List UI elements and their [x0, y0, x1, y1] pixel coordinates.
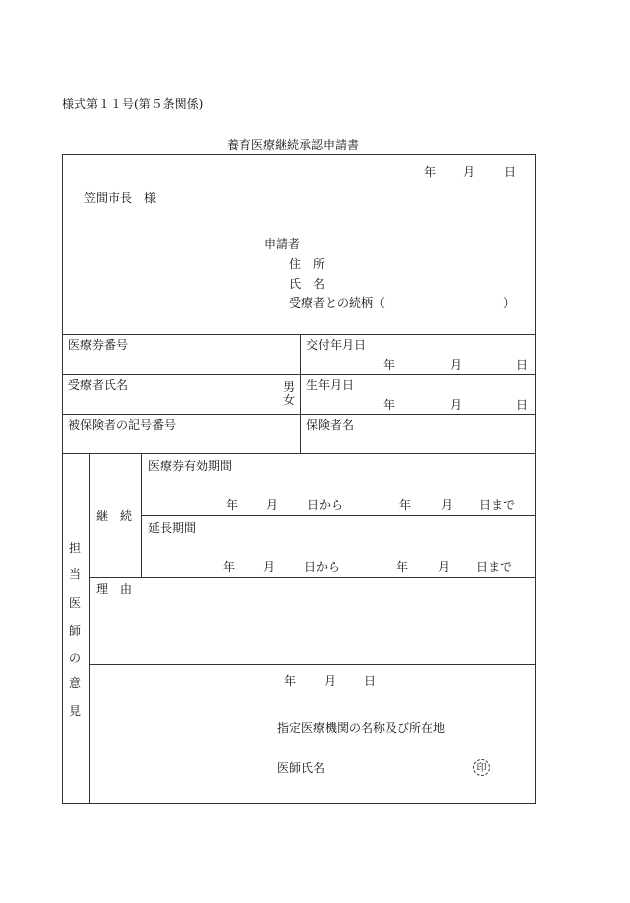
header-date-year: 年	[424, 165, 437, 179]
ext-from-month: 月	[263, 560, 276, 574]
patient-info-divider	[300, 334, 301, 454]
opinion-date-year: 年	[284, 674, 297, 688]
reason-bottom-divider	[89, 664, 536, 665]
sex-female: 女	[282, 393, 295, 407]
side-char-4: 師	[68, 624, 81, 638]
reason-top-divider	[89, 577, 536, 578]
form-number: 様式第１１号(第５条関係)	[62, 97, 204, 111]
ext-until-month: 月	[438, 560, 451, 574]
reason-label: 理 由	[96, 582, 133, 596]
insurer-name-label: 保険者名	[306, 418, 355, 432]
row-divider-1	[62, 374, 536, 375]
ext-until-year: 年	[396, 560, 409, 574]
doctor-opinion-section	[62, 453, 536, 804]
ticket-number-label: 医療券番号	[68, 338, 129, 352]
valid-from-month: 月	[266, 498, 279, 512]
patient-name-label: 受療者氏名	[68, 378, 129, 392]
period-divider	[141, 515, 536, 516]
name-label: 氏 名	[289, 277, 326, 291]
side-char-3: 医	[68, 596, 81, 610]
birth-date-year: 年	[383, 398, 396, 412]
patient-info-table	[62, 334, 536, 454]
opinion-side-divider	[89, 453, 90, 804]
valid-from-year: 年	[226, 498, 239, 512]
insured-number-label: 被保険者の記号番号	[68, 418, 177, 432]
relation-label: 受療者との続柄（	[289, 296, 386, 310]
relation-close: ）	[503, 296, 516, 310]
applicant-label: 申請者	[264, 237, 301, 251]
birth-date-month: 月	[450, 398, 463, 412]
issue-date-day: 日	[516, 358, 529, 372]
sex-male: 男	[282, 380, 295, 394]
valid-period-label: 医療券有効期間	[148, 459, 233, 473]
valid-until-year: 年	[399, 498, 412, 512]
side-char-7: 見	[68, 704, 81, 718]
doctor-name-label: 医師氏名	[277, 761, 326, 775]
opinion-date-month: 月	[324, 674, 337, 688]
issue-date-label: 交付年月日	[306, 338, 367, 352]
ext-from-year: 年	[223, 560, 236, 574]
valid-from-day: 日から	[307, 498, 344, 512]
seal-mark: 印	[473, 759, 490, 776]
form-title: 養育医療継続承認申請書	[227, 138, 360, 152]
birth-date-day: 日	[516, 398, 529, 412]
extension-period-label: 延長期間	[148, 521, 197, 535]
valid-until-day: 日まで	[479, 498, 516, 512]
valid-until-month: 月	[441, 498, 454, 512]
continuation-label: 継 続	[96, 509, 133, 523]
address-label: 住 所	[289, 257, 326, 271]
issue-date-year: 年	[383, 358, 396, 372]
header-date-day: 日	[504, 165, 517, 179]
addressee: 笠間市長 様	[84, 191, 157, 205]
side-char-2: 当	[68, 567, 81, 581]
institution-label: 指定医療機関の名称及び所在地	[277, 721, 446, 735]
side-char-1: 担	[68, 541, 81, 555]
issue-date-month: 月	[450, 358, 463, 372]
birth-date-label: 生年月日	[306, 378, 355, 392]
ext-until-day: 日まで	[476, 560, 513, 574]
opinion-date-day: 日	[364, 674, 377, 688]
side-char-5: の	[68, 651, 81, 665]
ext-from-day: 日から	[304, 560, 341, 574]
row-divider-2	[62, 414, 536, 415]
side-char-6: 意	[68, 676, 81, 690]
header-date-month: 月	[463, 165, 476, 179]
